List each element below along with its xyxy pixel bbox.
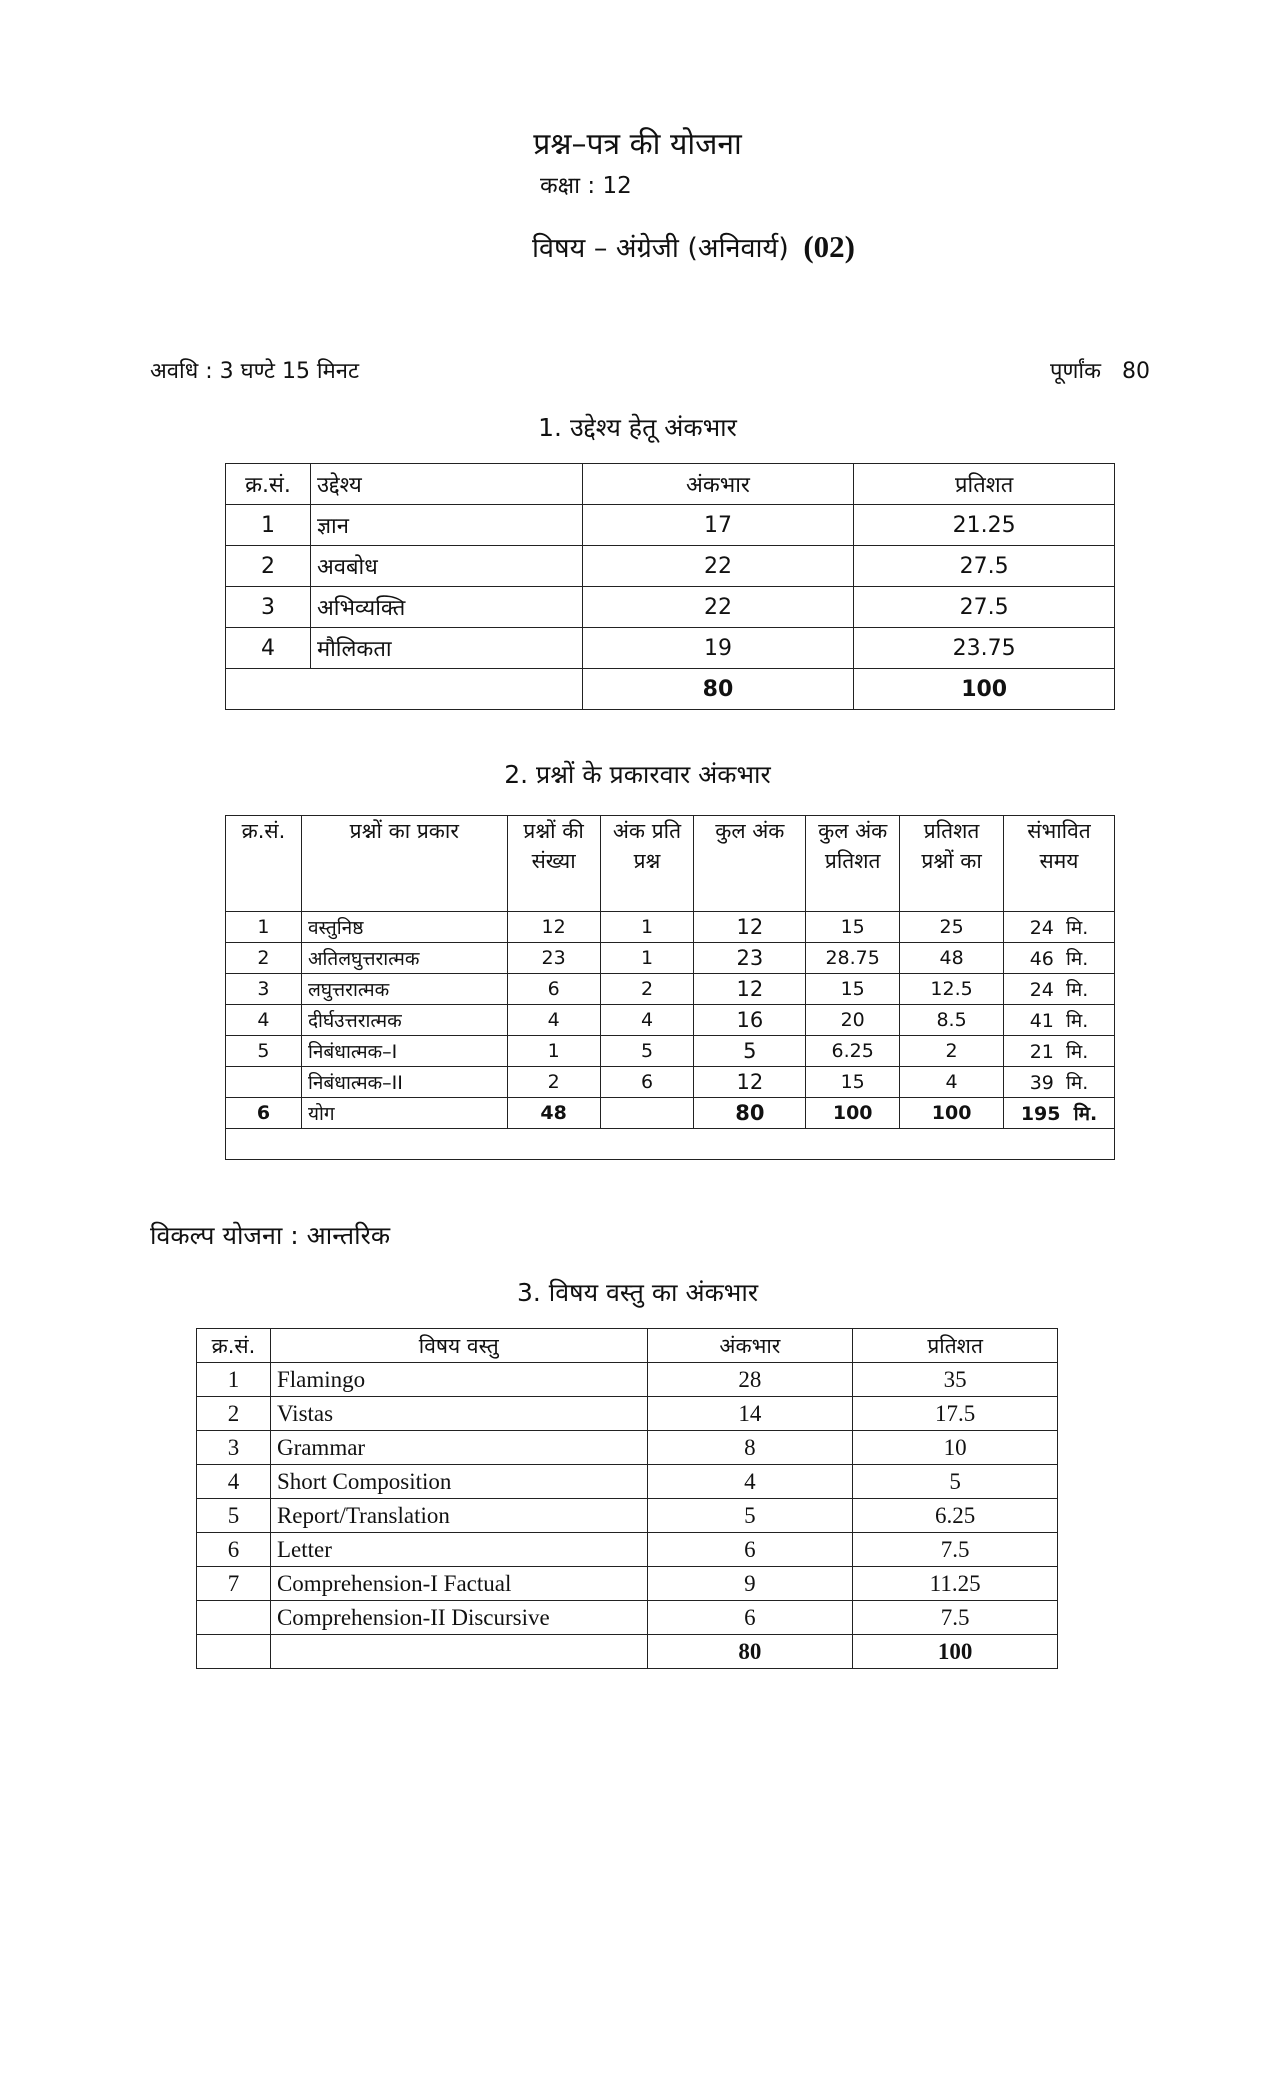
table-cell: 6 [600, 1067, 694, 1098]
table-cell: 25 [900, 912, 1004, 943]
table-cell: Vistas [270, 1397, 647, 1431]
column-header-text: प्रश्नों की संख्या [523, 819, 584, 873]
table-cell: 4 [600, 1005, 694, 1036]
table-cell: 8 [647, 1431, 853, 1465]
column-header-text: संभावित समय [1027, 819, 1091, 873]
table-cell: 80 [694, 1098, 806, 1129]
table-cell: 19 [582, 628, 854, 669]
table-cell: 28 [647, 1363, 853, 1397]
table-cell: 17.5 [853, 1397, 1058, 1431]
table-cell: 8.5 [900, 1005, 1004, 1036]
table-cell: 46 मि. [1004, 943, 1115, 974]
total-percent: 100 [854, 669, 1115, 710]
column-header [900, 816, 1004, 912]
table-cell: 41 मि. [1004, 1005, 1115, 1036]
table-row [226, 1005, 1115, 1036]
table-cell: Short Composition [270, 1465, 647, 1499]
table-row [226, 1036, 1115, 1067]
duration: अवधि : 3 घण्टे 15 मिनट [150, 359, 360, 384]
table-cell: 12 [507, 912, 600, 943]
table-cell: 2 [226, 943, 302, 974]
table-cell: 24 मि. [1004, 974, 1115, 1005]
table-cell: 4 [226, 628, 311, 669]
table-row [197, 1397, 1058, 1431]
option-scheme: विकल्प योजना : आन्तरिक [150, 1221, 391, 1250]
table-cell: Letter [270, 1533, 647, 1567]
column-header [301, 816, 507, 912]
content-weightage-table [196, 1328, 1058, 1669]
objective-weightage-table [225, 463, 1115, 710]
table-cell: 1 [600, 943, 694, 974]
table-cell: 9 [647, 1567, 853, 1601]
table-cell: निबंधात्मक–II [301, 1067, 507, 1098]
table-cell: 2 [600, 974, 694, 1005]
table-cell: 6 [647, 1533, 853, 1567]
column-header [694, 816, 806, 912]
column-header-text: अंक प्रति प्रश्न [612, 819, 682, 873]
table-header-row [226, 464, 1115, 505]
table-cell [197, 1601, 271, 1635]
table-row [226, 628, 1115, 669]
table-total-row [197, 1635, 1058, 1669]
table-row [197, 1567, 1058, 1601]
page-title: प्रश्न–पत्र की योजना [533, 127, 742, 162]
table-cell: 3 [226, 974, 302, 1005]
table-header-row [197, 1329, 1058, 1363]
table-cell: 5 [694, 1036, 806, 1067]
subject-line [532, 228, 855, 265]
table-row [197, 1533, 1058, 1567]
table-cell: 21.25 [854, 505, 1115, 546]
table-cell [226, 1067, 302, 1098]
table-total-row [226, 1098, 1115, 1129]
table-cell: Grammar [270, 1431, 647, 1465]
table-cell: 6 [197, 1533, 271, 1567]
table-cell [600, 1098, 694, 1129]
table-cell: 6 [226, 1098, 302, 1129]
table-cell: Comprehension-I Factual [270, 1567, 647, 1601]
table-cell: 2 [507, 1067, 600, 1098]
table-cell: 3 [226, 587, 311, 628]
table-cell: 14 [647, 1397, 853, 1431]
table-cell: 16 [694, 1005, 806, 1036]
table-cell: 10 [853, 1431, 1058, 1465]
table-row [226, 546, 1115, 587]
table-cell: लघुत्तरात्मक [301, 974, 507, 1005]
table-cell: 12.5 [900, 974, 1004, 1005]
table-cell: 7.5 [853, 1533, 1058, 1567]
table-cell: योग [301, 1098, 507, 1129]
table-cell: Report/Translation [270, 1499, 647, 1533]
table-cell: 5 [226, 1036, 302, 1067]
table-cell: 2 [226, 546, 311, 587]
table-cell: 4 [647, 1465, 853, 1499]
table-row [226, 505, 1115, 546]
column-header: प्रतिशत [853, 1329, 1058, 1363]
table-cell: 39 मि. [1004, 1067, 1115, 1098]
table-cell: 4 [197, 1465, 271, 1499]
table-cell [197, 1635, 271, 1669]
table-cell: 6 [647, 1601, 853, 1635]
column-header-text: कुल अंक प्रतिशत [818, 819, 888, 873]
table-cell: 100 [806, 1098, 900, 1129]
table-row [197, 1431, 1058, 1465]
table-cell: 100 [900, 1098, 1004, 1129]
column-header [226, 816, 302, 912]
table-cell: 1 [226, 912, 302, 943]
table-cell: 7 [197, 1567, 271, 1601]
table-cell [270, 1635, 647, 1669]
table-cell: 11.25 [853, 1567, 1058, 1601]
table-cell: 22 [582, 546, 854, 587]
table-cell: 20 [806, 1005, 900, 1036]
table-row [226, 943, 1115, 974]
table-cell: 6 [507, 974, 600, 1005]
table-cell: 7.5 [853, 1601, 1058, 1635]
table-cell: मौलिकता [310, 628, 582, 669]
section3-heading: 3. विषय वस्तु का अंकभार [516, 1278, 759, 1307]
table-cell: 5 [197, 1499, 271, 1533]
table-cell: 48 [507, 1098, 600, 1129]
class-line: कक्षा : 12 [540, 173, 632, 199]
table-cell: Flamingo [270, 1363, 647, 1397]
column-header [507, 816, 600, 912]
table-cell: Comprehension-II Discursive [270, 1601, 647, 1635]
table-cell: 195 मि. [1004, 1098, 1115, 1129]
table-cell: अभिव्यक्ति [310, 587, 582, 628]
table-cell: 35 [853, 1363, 1058, 1397]
column-header [806, 816, 900, 912]
total-percent: 100 [853, 1635, 1058, 1669]
table-cell: 15 [806, 974, 900, 1005]
table-cell: 1 [600, 912, 694, 943]
column-header: विषय वस्तु [270, 1329, 647, 1363]
table-cell: 21 मि. [1004, 1036, 1115, 1067]
table-row [226, 974, 1115, 1005]
table-row [226, 1067, 1115, 1098]
table-cell: 27.5 [854, 546, 1115, 587]
table-cell: 23.75 [854, 628, 1115, 669]
table-cell: 1 [197, 1363, 271, 1397]
table-cell: अवबोध [310, 546, 582, 587]
table-cell: 12 [694, 1067, 806, 1098]
column-header-text: क्र.सं. [241, 819, 286, 843]
table-row [226, 912, 1115, 943]
column-header-text: कुल अंक [715, 819, 785, 843]
column-header: उद्देश्य [310, 464, 582, 505]
table-cell: 15 [806, 912, 900, 943]
table-cell: 24 मि. [1004, 912, 1115, 943]
table-cell: 4 [226, 1005, 302, 1036]
column-header [600, 816, 694, 912]
table-cell: 5 [600, 1036, 694, 1067]
table-cell: 28.75 [806, 943, 900, 974]
table-cell: 4 [900, 1067, 1004, 1098]
table-cell: ज्ञान [310, 505, 582, 546]
subject-name: विषय – अंग्रेजी (अनिवार्य) [532, 233, 789, 264]
table-row [197, 1465, 1058, 1499]
table-cell: 2 [900, 1036, 1004, 1067]
table-cell: 12 [694, 974, 806, 1005]
table-empty-row [226, 1129, 1115, 1160]
table-row [197, 1363, 1058, 1397]
total-marks: 80 [647, 1635, 853, 1669]
table-cell: 6.25 [806, 1036, 900, 1067]
table-cell: 15 [806, 1067, 900, 1098]
question-type-weightage-table [225, 815, 1115, 1160]
table-cell: वस्तुनिष्ठ [301, 912, 507, 943]
table-total-row [226, 669, 1115, 710]
table-cell: 4 [507, 1005, 600, 1036]
table-cell: 1 [507, 1036, 600, 1067]
column-header [1004, 816, 1115, 912]
table-cell: निबंधात्मक–I [301, 1036, 507, 1067]
column-header: क्र.सं. [197, 1329, 271, 1363]
table-row [226, 587, 1115, 628]
section2-heading: 2. प्रश्नों के प्रकारवार अंकभार [504, 760, 771, 789]
table-cell: 17 [582, 505, 854, 546]
table-cell: दीर्घउत्तरात्मक [301, 1005, 507, 1036]
table-cell: 3 [197, 1431, 271, 1465]
table-cell: 5 [853, 1465, 1058, 1499]
table-cell: अतिलघुत्तरात्मक [301, 943, 507, 974]
table-cell: 23 [507, 943, 600, 974]
table-cell [226, 1129, 1115, 1160]
table-cell [226, 669, 583, 710]
column-header: अंकभार [582, 464, 854, 505]
column-header: प्रतिशत [854, 464, 1115, 505]
table-cell: 12 [694, 912, 806, 943]
total-marks: 80 [582, 669, 854, 710]
column-header-text: प्रश्नों का प्रकार [349, 819, 459, 843]
subject-code: (02) [803, 229, 855, 264]
table-row [197, 1499, 1058, 1533]
table-cell: 23 [694, 943, 806, 974]
table-cell: 27.5 [854, 587, 1115, 628]
column-header-text: प्रतिशत प्रश्नों का [921, 819, 982, 873]
table-cell: 5 [647, 1499, 853, 1533]
max-marks: पूर्णांक 80 [1050, 359, 1150, 384]
table-cell: 1 [226, 505, 311, 546]
section1-heading: 1. उद्देश्य हेतू अंकभार [538, 413, 737, 442]
column-header: क्र.सं. [226, 464, 311, 505]
table-cell: 2 [197, 1397, 271, 1431]
column-header: अंकभार [647, 1329, 853, 1363]
table-cell: 48 [900, 943, 1004, 974]
table-header-row [226, 816, 1115, 912]
table-cell: 6.25 [853, 1499, 1058, 1533]
table-row [197, 1601, 1058, 1635]
table-cell: 22 [582, 587, 854, 628]
